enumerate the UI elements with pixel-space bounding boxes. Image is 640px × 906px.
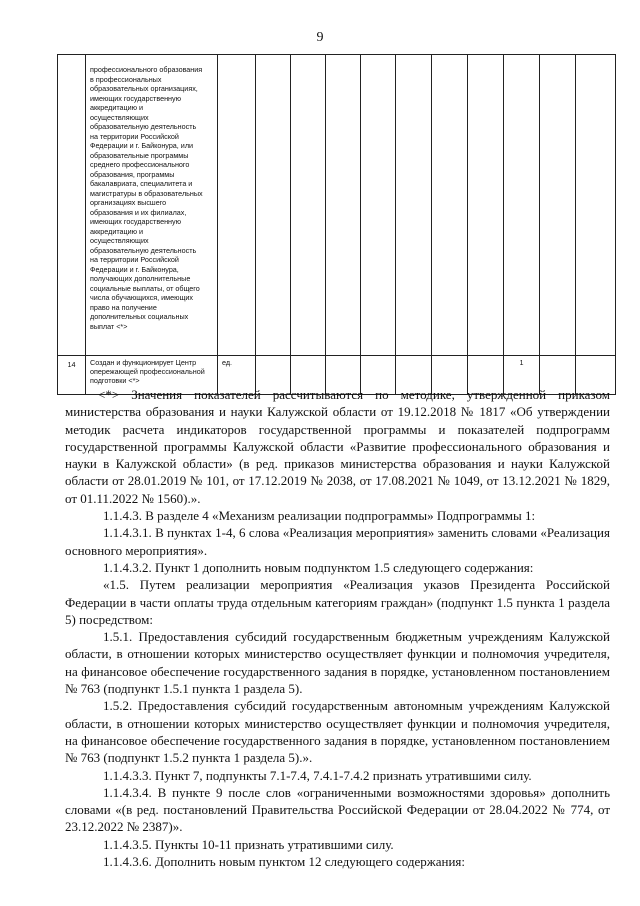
unit-cell: ед.	[218, 356, 256, 395]
table-cell	[396, 55, 432, 356]
document-body	[65, 386, 610, 870]
paragraph: «1.5. Путем реализации мероприятия «Реализация указов Президента Российской Федерации в части оплаты труда отдельным категориям граждан» (подпункт 1.5 пункта 1 раздела 5) посредством:	[65, 577, 610, 627]
footnote-paragraph: <*> Значения показателей рассчитываются по методике, утвержденной приказом министерства образования и науки Калужской области от 19.12.2018 № 1817 «Об утверждении методик расчета индикаторов государственной программы и показателей подпрограмм государственной программы Калужской области «Развитие профессионального образования и науки в Калужской области» (в ред. приказов министерства образования и науки Калужской области от 28.01.2019 № 101, от 17.12.2019 № 2038, от 17.08.2021 № 1049, от 13.12.2021 № 1829, от 01.11.2022 № 1560).».	[65, 387, 610, 506]
indicator-name-cell: Создан и функционирует Центр опережающей профессиональной подготовки <*>	[86, 356, 218, 395]
table-cell	[326, 55, 361, 356]
value-cell: 1	[504, 356, 540, 395]
paragraph: 1.5.2. Предоставления субсидий государственным автономным учреждениям Калужской области, в отношении которых министерство осуществляет функции и полномочия учредителя, на финансовое обеспечение государственного задания в порядке, установленном постановлением № 763 (подпункт 1.5.2 пункта 1 раздела 5).».	[65, 698, 610, 766]
table-cell	[468, 55, 504, 356]
paragraph: 1.1.4.3.6. Дополнить новым пунктом 12 следующего содержания:	[103, 854, 466, 870]
table-cell	[291, 55, 326, 356]
paragraph: 1.1.4.3.3. Пункт 7, подпункты 7.1-7.4, 7.4.1-7.4.2 признать утратившими силу.	[103, 767, 532, 783]
table-cell	[218, 55, 256, 356]
paragraph: 1.5.1. Предоставления субсидий государственным бюджетным учреждениям Калужской области, в отношении которых министерство осуществляет функции и полномочия учредителя, на финансовое обеспечение государственного задания в порядке, установленном постановлением № 763 (подпункт 1.5.1 пункта 1 раздела 5).	[65, 629, 610, 697]
table-cell	[432, 55, 468, 356]
paragraph: 1.1.4.3.1. В пунктах 1-4, 6 слова «Реализация мероприятия» заменить словами «Реализация основного мероприятия».	[65, 525, 610, 558]
table-cell	[58, 55, 86, 356]
paragraph: 1.1.4.3.5. Пункты 10-11 признать утратившими силу.	[103, 836, 394, 852]
indicator-name-cell: профессионального образования в профессиональных образовательных организациях, имеющих государственную аккредитацию и осуществляющих образовательную деятельность на территории Российской Федерации и г. Байконура, или образовательные программы среднего профессионального образования, программы бакалавриата, специалитета и магистратуры в образовательных организациях высшего образования и их филиалах, имеющих государственную аккредитацию и осуществляющих образовательную деятельность на территории Российской Федерации и г. Байконура, получающих дополнительные социальные выплаты, от общего числа обучающихся, имеющих право на получение дополнительных социальных выплат <*>	[86, 55, 218, 356]
page-number: 9	[316, 30, 324, 45]
paragraph: 1.1.4.3. В разделе 4 «Механизм реализации подпрограммы» Подпрограммы 1:	[103, 508, 536, 524]
row-number-cell: 14	[58, 356, 86, 395]
table-cell	[576, 55, 616, 356]
paragraph: 1.1.4.3.2. Пункт 1 дополнить новым подпунктом 1.5 следующего содержания:	[103, 559, 534, 575]
table-row	[58, 55, 616, 356]
paragraph: 1.1.4.3.4. В пункте 9 после слов «ограниченными возможностями здоровья» дополнить словами «(в ред. постановлений Правительства Российской Федерации от 28.04.2022 № 774, от 23.12.2022 № 2387)».	[65, 784, 610, 835]
table-cell	[504, 55, 540, 356]
table-cell	[256, 55, 291, 356]
table-cell	[361, 55, 396, 356]
indicators-table	[57, 54, 616, 395]
table-cell	[540, 55, 576, 356]
